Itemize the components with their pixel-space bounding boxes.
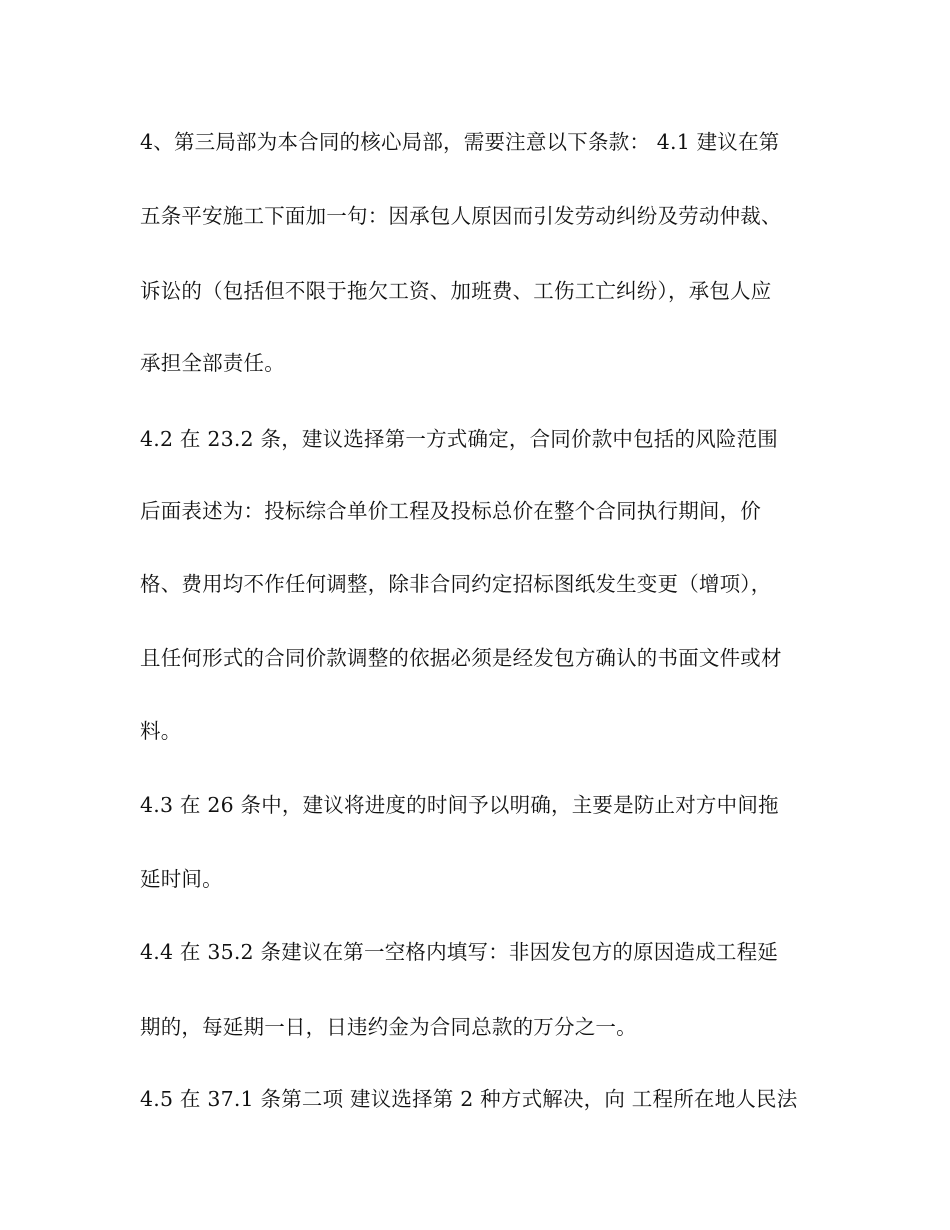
text-line-11: 延时间。 — [140, 867, 223, 891]
text-line-9: 料。 — [140, 719, 182, 743]
text-line-5: 4.2 在 23.2 条，建议选择第一方式确定，合同价款中包括的风险范围 — [140, 427, 778, 451]
text-line-12: 4.4 在 35.2 条建议在第一空格内填写：非因发包方的原因造成工程延 — [140, 940, 778, 964]
text-line-2: 五条平安施工下面加一句：因承包人原因而引发劳动纠纷及劳动仲裁、 — [140, 204, 782, 228]
text-line-13: 期的，每延期一日，日违约金为合同总款的万分之一。 — [140, 1015, 637, 1039]
text-line-14: 4.5 在 37.1 条第二项 建议选择第 2 种方式解决，向 工程所在地人民法 — [140, 1087, 798, 1111]
text-line-7: 格、费用均不作任何调整，除非合同约定招标图纸发生变更（增项）， — [140, 572, 772, 596]
text-line-8: 且任何形式的合同价款调整的依据必须是经发包方确认的书面文件或材 — [140, 646, 782, 670]
text-line-4: 承担全部责任。 — [140, 351, 285, 375]
text-line-3: 诉讼的（包括但不限于拖欠工资、加班费、工伤工亡纠纷），承包人应 — [140, 279, 772, 303]
text-line-6: 后面表述为：投标综合单价工程及投标总价在整个合同执行期间，价 — [140, 499, 761, 523]
text-line-10: 4.3 在 26 条中，建议将进度的时间予以明确，主要是防止对方中间拖 — [140, 793, 779, 817]
text-line-1: 4、第三局部为本合同的核心局部，需要注意以下条款： 4.1 建议在第 — [140, 130, 780, 154]
